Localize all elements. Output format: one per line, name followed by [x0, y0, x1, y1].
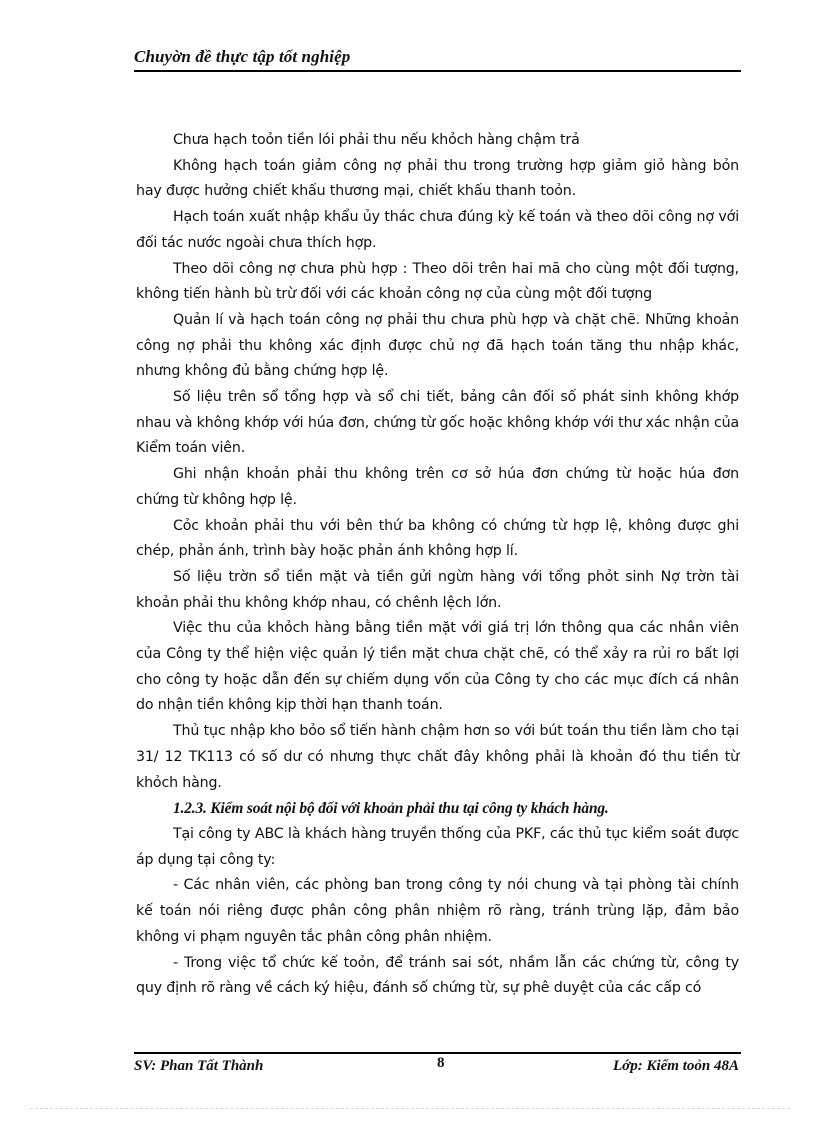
paragraph: Theo dõi công nợ chưa phù hợp : Theo dõi trên hai mã cho cùng một đối tượng, không tiến hành bù trừ đối với các khoản công nợ của cùng một đối tượng: [136, 260, 739, 303]
footer-class: Lớp: Kiểm toỏn 48A: [613, 1058, 739, 1074]
body-text: [136, 128, 739, 1002]
page-edge-divider: [30, 1108, 790, 1109]
paragraph: Không hạch toán giảm công nợ phải thu trong trường hợp giảm giỏ hàng bỏn hay được hưởng chiết khấu thương mại, chiết khấu thanh toỏn.: [136, 157, 739, 200]
footer-student: SV: Phan Tất Thành: [134, 1058, 264, 1074]
header-title: Chuyờn đề thực tập tốt nghiệp: [134, 47, 351, 66]
paragraph: Thủ tục nhập kho bỏo sổ tiến hành chậm hơn so với bút toán thu tiền làm cho tại 31/ 12 TK113 có số dư có nhưng thực chất đây không phải là khoản đó thu tiền từ khỏch hàng.: [136, 723, 739, 791]
paragraph: Số liệu trên sổ tổng hợp và sổ chi tiết, bảng cân đối số phát sinh không khớp nhau và không khớp với húa đơn, chứng từ gốc hoặc không khớp với thư xác nhận của Kiểm toán viên.: [136, 389, 739, 457]
page-number: 8: [437, 1055, 445, 1071]
paragraph: Ghi nhận khoản phải thu không trên cơ sở húa đơn chứng từ hoặc húa đơn chứng từ không hợp lệ.: [136, 466, 739, 508]
paragraph: Việc thu của khỏch hàng bằng tiền mặt với giá trị lớn thông qua các nhân viên của Công ty thể hiện việc quản lý tiền mặt chưa chặt chẽ, có thể xảy ra rủi ro bất lợi cho công ty hoặc dẫn đến sự chiếm dụng vốn của Công ty cho các mục đích cá nhân do nhận tiền không kịp thời hạn thanh toán.: [136, 620, 739, 714]
paragraph: Quản lí và hạch toán công nợ phải thu chưa phù hợp và chặt chẽ. Những khoản công nợ phải thu không xác định được chủ nợ đã hạch toán tăng thu nhập khác, nhưng không đủ bằng chứng hợp lệ.: [136, 311, 739, 380]
footer-rule: [134, 1052, 741, 1054]
paragraph: - Các nhân viên, các phòng ban trong công ty nói chung và tại phòng tài chính kế toán nói riêng được phân công phân nhiệm rõ ràng, tránh trùng lặp, đảm bảo không vi phạm nguyên tắc phân công phân nhiệm.: [136, 877, 739, 945]
header-rule: [134, 70, 741, 72]
paragraph: Hạch toán xuất nhập khẩu ủy thác chưa đúng kỳ kế toán và theo dõi công nợ với đối tác nước ngoài chưa thích hợp.: [136, 209, 739, 251]
paragraph: Chưa hạch toỏn tiền lói phải thu nếu khỏch hàng chậm trả: [173, 132, 580, 148]
paragraph: - Trong việc tổ chức kế toỏn, để tránh sai sót, nhầm lẫn các chứng từ, công ty quy định rõ ràng về cách ký hiệu, đánh số chứng từ, sự phê duyệt của các cấp có: [136, 954, 739, 997]
section-heading: 1.2.3. Kiểm soát nội bộ đối với khoản phải thu tại công ty khách hàng.: [173, 800, 609, 818]
paragraph: Số liệu trờn sổ tiền mặt và tiền gửi ngừn hàng với tổng phỏt sinh Nợ trờn tài khoản phải thu không khớp nhau, có chênh lệch lớn.: [136, 568, 739, 611]
paragraph: Tại công ty ABC là khách hàng truyền thống của PKF, các thủ tục kiểm soát được áp dụng tại công ty:: [136, 825, 739, 868]
paragraph: Cỏc khoản phải thu với bên thứ ba không có chứng từ hợp lệ, không được ghi chép, phản ánh, trình bày hoặc phản ánh không hợp lí.: [136, 517, 739, 560]
